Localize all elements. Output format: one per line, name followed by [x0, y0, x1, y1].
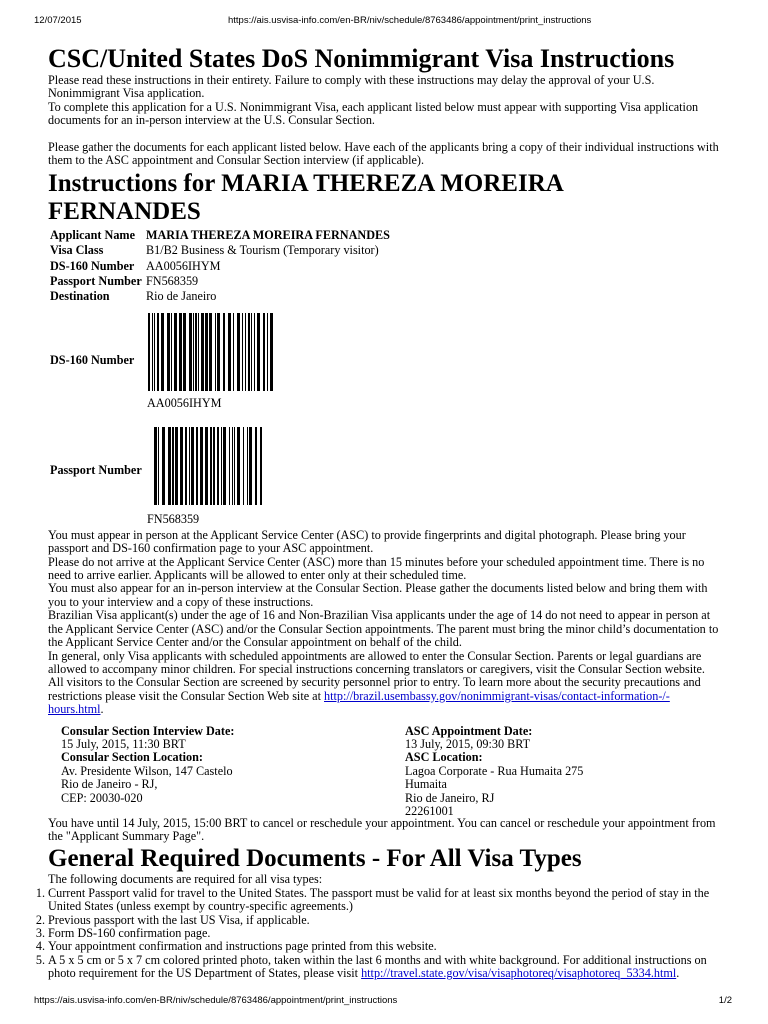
ds160-value: AA0056IHYM — [146, 258, 221, 273]
barcode-bar — [180, 427, 183, 505]
asc-address-line: 22261001 — [405, 803, 454, 818]
detail-row — [50, 259, 390, 274]
barcode-bar — [158, 427, 159, 505]
applicant-name-label: Applicant Name — [50, 227, 135, 242]
barcode-bar — [189, 313, 192, 391]
barcode-bar — [223, 313, 225, 391]
instructions-page — [35, 44, 720, 981]
ds160-barcode-text: AA0056IHYM — [147, 395, 222, 410]
barcode-bar — [263, 313, 265, 391]
barcode-bar — [174, 313, 177, 391]
barcode-bar — [232, 427, 233, 505]
ds160-barcode-label: DS-160 Number — [50, 352, 135, 367]
asc-address-line: Humaita — [405, 777, 447, 792]
applicant-name-value: MARIA THEREZA MOREIRA FERNANDES — [146, 227, 390, 242]
barcode-bar — [175, 427, 178, 505]
barcode-bar — [161, 313, 164, 391]
intro-paragraph-1: Please read these instructions in their entirety. Failure to comply with these instructions may delay the approval of your U.S. Nonimmigrant Visa application. — [48, 73, 655, 101]
barcode-bar — [198, 313, 199, 391]
barcode-bar — [201, 313, 204, 391]
barcode-bar — [251, 313, 252, 391]
passport-barcode-label: Passport Number — [50, 462, 142, 477]
destination-label: Destination — [50, 289, 110, 304]
intro-paragraph-3: Please gather the documents for each applicant listed below. Have each of the applicants bring a copy of their individual instructions with them to the ASC appointment and Consular Section interview (if applicable). — [48, 140, 719, 168]
destination-value: Rio de Janeiro — [146, 289, 217, 304]
barcode-bar — [172, 427, 174, 505]
appointments-block — [48, 725, 720, 817]
barcode-bar — [243, 427, 244, 505]
print-header — [0, 14, 768, 28]
security-end: . — [100, 702, 104, 717]
print-date: 12/07/2015 — [34, 15, 82, 26]
barcode-bar — [267, 313, 268, 391]
asc-paragraph-1: You must appear in person at the Applicant Service Center (ASC) to provide fingerprints and digital photograph. Please bring your passport and DS-160 confirmation page to your ASC appointment. — [48, 527, 686, 556]
list-item: 4. Your appointment confirmation and instructions page printed from this website. — [35, 939, 437, 954]
barcode-bar — [195, 313, 197, 391]
barcode-bar — [221, 427, 222, 505]
barcode-bar — [193, 313, 194, 391]
passport-barcode — [154, 427, 262, 505]
consular-date-label: Consular Section Interview Date: — [61, 723, 235, 738]
intro-paragraph-2: To complete this application for a U.S. Nonimmigrant Visa, each applicant listed below must appear with supporting Visa application documents for an in-person interview at the U.S. Consular Section. — [48, 99, 699, 128]
consular-location-label: Consular Section Location: — [61, 750, 203, 765]
barcode-bar — [245, 313, 246, 391]
ds160-label: DS-160 Number — [50, 258, 135, 273]
barcode-bar — [189, 427, 190, 505]
barcode-bar — [200, 427, 203, 505]
asc-address-line: Rio de Janeiro, RJ — [405, 790, 495, 805]
cancel-paragraph: You have until 14 July, 2015, 15:00 BRT to cancel or reschedule your appointment. You can cancel or reschedule your appointment from the "Applicant Summary Page". — [48, 815, 716, 843]
applicant-details-table — [50, 228, 390, 305]
barcode-bar — [183, 313, 186, 391]
barcode-bar — [154, 313, 155, 391]
list-item: 5. A 5 x 5 cm or 5 x 7 cm colored printed photo, taken within the last 6 months and with white background. For additional instructions on photo requirement for the US Department of States, please visit http://travel.state.gov/visa/visaphotoreq/visaphotoreq_5334.html. — [35, 952, 707, 981]
general-documents-heading: General Required Documents - For All Visa Types — [48, 845, 582, 873]
barcode-bar — [213, 427, 215, 505]
consular-address-line: Rio de Janeiro - RJ, — [61, 777, 158, 792]
detail-row — [50, 274, 390, 289]
asc-appointment — [405, 725, 583, 819]
barcode-bar — [148, 313, 150, 391]
passport-barcode-text: FN568359 — [147, 511, 200, 526]
barcode-bar — [217, 427, 219, 505]
ds160-barcode-block — [48, 313, 720, 413]
barcode-bar — [171, 313, 172, 391]
passport-label: Passport Number — [50, 274, 142, 289]
barcode-bar — [223, 427, 226, 505]
asc-address-line: Lagoa Corporate - Rua Humaita 275 — [405, 763, 584, 778]
barcode-bar — [196, 427, 198, 505]
entry-paragraph: In general, only Visa applicants with scheduled appointments are allowed to enter the Consular Section. Parents or legal guardians are allowed to accompany minor children. For special instructions concerning translators or caregivers, visit the Consular Section website. — [48, 648, 705, 676]
interview-paragraph: You must also appear for an in-person interview at the Consular Section. Please gather the documents listed below and bring them with you to your interview and a copy of these instructions. — [48, 581, 708, 609]
barcode-bar — [205, 427, 208, 505]
barcode-bar — [228, 313, 231, 391]
barcode-bar — [229, 427, 230, 505]
barcode-bar — [255, 427, 257, 505]
consular-address-line: CEP: 20030-020 — [61, 790, 143, 805]
consular-date: 15 July, 2015, 11:30 BRT — [61, 736, 186, 751]
page-title: CSC/United States DoS Nonimmigrant Visa Instructions — [48, 44, 675, 73]
list-item: 2. Previous passport with the last US Visa, if applicable. — [35, 912, 310, 927]
barcode-bar — [270, 313, 273, 391]
barcode-bar — [210, 427, 212, 505]
barcode-bar — [248, 313, 250, 391]
passport-value: FN568359 — [146, 274, 199, 289]
barcode-bar — [242, 313, 243, 391]
barcode-bar — [234, 427, 235, 505]
barcode-bar — [191, 427, 194, 505]
visa-class-value: B1/B2 Business & Tourism (Temporary visitor) — [146, 243, 379, 258]
barcode-bar — [209, 313, 212, 391]
barcode-bar — [217, 313, 220, 391]
required-documents-list — [35, 885, 720, 981]
detail-row — [50, 228, 390, 243]
print-footer-url: https://ais.usvisa-info.com/en-BR/niv/schedule/8763486/appointment/print_instructions — [34, 995, 398, 1006]
barcode-bar — [233, 313, 234, 391]
barcode-bar — [237, 313, 240, 391]
barcode-bar — [179, 313, 182, 391]
barcode-bar — [254, 313, 255, 391]
print-footer — [0, 994, 768, 1008]
applicant-heading: Instructions for MARIA THEREZA MOREIRA FERNANDES — [48, 169, 563, 225]
visa-class-label: Visa Class — [50, 243, 104, 258]
barcode-bar — [205, 313, 208, 391]
page-number: 1/2 — [718, 995, 732, 1006]
asc-location-label: ASC Location: — [405, 750, 483, 765]
passport-barcode-block — [48, 427, 720, 529]
barcode-bar — [237, 427, 240, 505]
ds160-barcode — [148, 313, 274, 391]
consular-address-line: Av. Presidente Wilson, 147 Castelo — [61, 763, 233, 778]
detail-row — [50, 289, 390, 304]
consular-website-link[interactable]: http://brazil.usembassy.gov/nonimmigrant-visas/contact-information-/-hours.html — [48, 688, 670, 717]
asc-paragraph-2: Please do not arrive at the Applicant Service Center (ASC) more than 15 minutes before your scheduled appointment time. There is no need to arrive earlier. Applicants will be allowed to enter only at their scheduled time. — [48, 554, 705, 583]
general-documents-intro: The following documents are required for all visa types: — [48, 872, 323, 887]
minors-paragraph: Brazilian Visa applicant(s) under the age of 16 and Non-Brazilian Visa applicants under the age of 14 do not need to appear in person at the Applicant Service Center (ASC) and/or the Consular Section appointments. The parent must bring the minor child’s documentation to the Applicant Service Center and/or the Consular appointment on behalf of the child. — [48, 608, 719, 650]
barcode-bar — [215, 313, 216, 391]
asc-date: 13 July, 2015, 09:30 BRT — [405, 736, 531, 751]
barcode-bar — [257, 313, 260, 391]
barcode-bar — [249, 427, 252, 505]
print-header-url: https://ais.usvisa-info.com/en-BR/niv/schedule/8763486/appointment/print_instructions — [228, 15, 592, 26]
security-paragraph — [48, 676, 720, 716]
consular-appointment — [61, 725, 234, 805]
asc-date-label: ASC Appointment Date: — [405, 723, 533, 738]
barcode-bar — [185, 427, 187, 505]
barcode-bar — [162, 427, 165, 505]
barcode-bar — [157, 313, 159, 391]
photo-requirements-link[interactable]: http://travel.state.gov/visa/visaphotoreq/visaphotoreq_5334.html — [361, 966, 677, 981]
barcode-bar — [167, 313, 170, 391]
barcode-bar — [168, 427, 171, 505]
security-text: All visitors to the Consular Section are screened by security personnel prior to entry. To learn more about the security precautions and restrictions please visit the Consular Section Web site at — [48, 675, 701, 703]
barcode-bar — [247, 427, 248, 505]
barcode-bar — [260, 427, 262, 505]
detail-row — [50, 243, 390, 258]
barcode-bar — [152, 313, 153, 391]
list-item: 1. Current Passport valid for travel to the United States. The passport must be valid for at least six months beyond the period of stay in the United States (unless exempt by country-specific agreements.) — [35, 885, 710, 914]
barcode-bar — [154, 427, 157, 505]
list-item: 3. Form DS-160 confirmation page. — [35, 925, 211, 940]
